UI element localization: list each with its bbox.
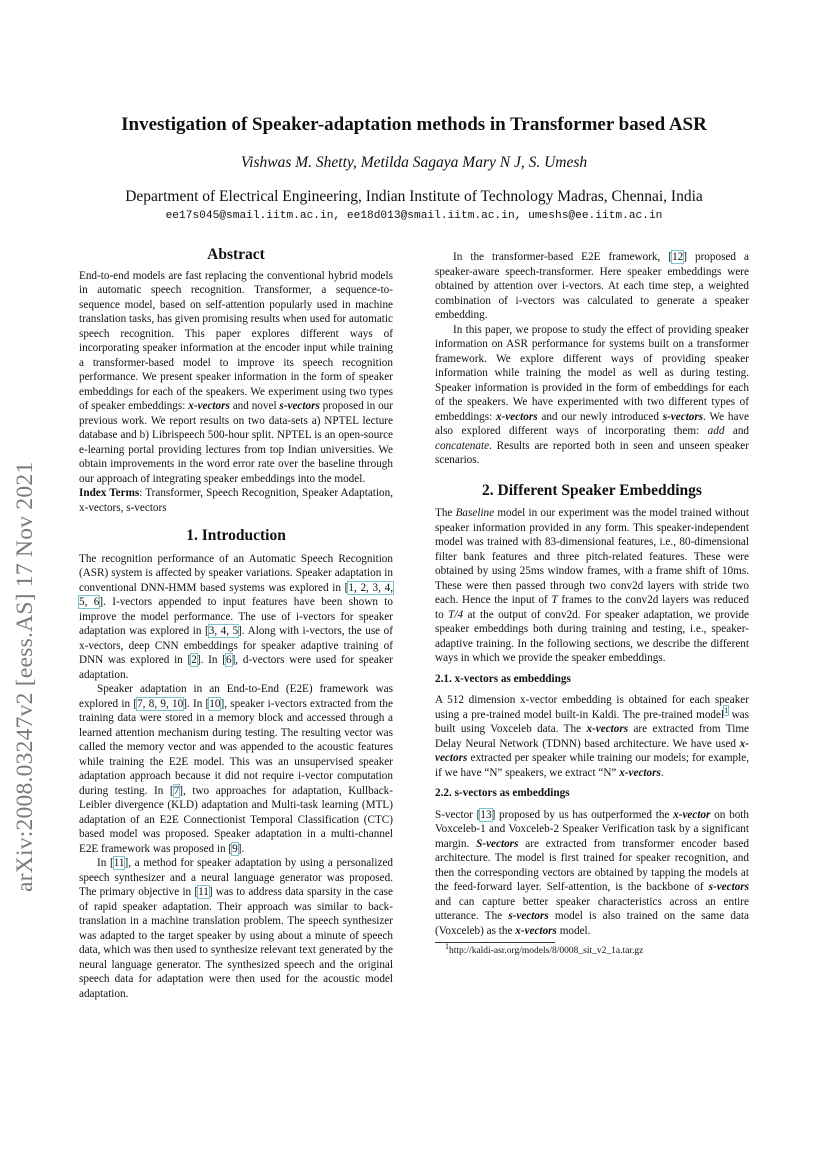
intro-paragraph-2: Speaker adaptation in an End-to-End (E2E) framework was explored in [7, 8, 9, 10]. In [10], speaker i-vectors extracted from the training data were stored in a memory block and accessed through a learned attention mechanism during testing. The resulting vector was called the memory vector and was appended to the acoustic features while training the E2E model. This was an unsupervised speaker adaptation approach because it did not require i-vector computation during testing. In [7], two approaches for adaptation, Kullback-Leibler divergence (KLD) adaptation and Multi-task learning (MTL) adaptation of an E2E Connectionist Temporal Classification (CTC) based model was proposed. Speaker adaptation in a multi-channel E2E framework was proposed in [9]. <box>79 683 393 855</box>
intro-heading: 1. Introduction <box>186 527 286 544</box>
paper-title: Investigation of Speaker-adaptation methods in Transformer based ASR <box>121 114 707 135</box>
subsection-2-1-heading: 2.1. x-vectors as embeddings <box>435 672 571 685</box>
citation-link[interactable]: 13 <box>480 808 492 821</box>
emails: ee17s045@smail.iitm.ac.in, ee18d013@smail.iitm.ac.in, umeshs@ee.iitm.ac.in <box>165 210 663 222</box>
citation-link[interactable]: 1, 2, 3, 4, 5, 6 <box>79 581 394 608</box>
section-2-heading: 2. Different Speaker Embeddings <box>482 481 702 499</box>
right-column <box>435 250 749 957</box>
abstract-heading: Abstract <box>207 246 265 263</box>
footnote-rule <box>435 942 555 943</box>
intro-paragraph-4: In the transformer-based E2E framework, [12] proposed a speaker-aware speech-transformer. Here speaker embeddings were obtained by attention over i-vectors. At each time step, a weighted combination of i-vectors was calculated to generate a speaker embedding. <box>435 251 749 321</box>
affiliation: Department of Electrical Engineering, Indian Institute of Technology Madras, Chennai, India <box>125 188 703 205</box>
citation-link[interactable]: 7, 8, 9, 10 <box>137 697 184 710</box>
footnote-link[interactable]: 1 <box>724 705 729 715</box>
section-2-paragraph: The Baseline model in our experiment was the model trained without speaker information provided in any form. This speaker-independent model was trained with 83-dimensional features, i.e., 80-dimensional filter bank features and three pitch-related features. These were obtained by using 25ms window frames, with a frame shift of 10ms. These were then passed through two conv2d layers with stride two each. Hence the input of T frames to the conv2d layers was reduced to T/4 at the output of conv2d. For speaker adaptation, we provide speaker embeddings both during training and testing, i.e., speaker-adaptive training. In the following sections, we describe the different ways in which we provide the speaker embeddings. <box>435 507 750 664</box>
abstract-text: End-to-end models are fast replacing the conventional hybrid models in automatic speech recognition. Transformer, a sequence-to-sequence model, based on self-attention popularly used in machine translation tasks, has given promising results when used for automatic speech recognition. This paper explores different ways of incorporating speaker information at the encoder input while training a transformer-based model to improve its speech recognition performance. We present speaker information in the form of speaker embeddings for each of the speakers. We experiment using two types of speaker embeddings: x-vectors and novel s-vectors proposed in our previous work. We report results on two data-sets a) NPTEL lecture database and b) Librispeech 500-hour split. NPTEL is an open-source e-learning portal providing lectures from top Indian universities. We obtain improvements in the word error rate over the baseline through our approach of integrating speaker embeddings into the model. <box>79 269 393 485</box>
authors: Vishwas M. Shetty, Metilda Sagaya Mary N J, S. Umesh <box>240 154 588 171</box>
intro-paragraph-5: In this paper, we propose to study the effect of providing speaker information on ASR performance for systems built on a transformer framework. We explore different ways of providing speaker information while training the model as well as during testing. Speaker information is provided in the form of embeddings for each of the speakers. We have experimented with two different types of embeddings: x-vectors and our newly introduced s-vectors. We have also explored different ways of incorporating them: add and concatenate. Results are reported both in seen and unseen speaker scenarios. <box>435 323 750 466</box>
citation-link[interactable]: 11 <box>113 857 125 869</box>
footnote: $^1$http://kaldi-asr.org/models/8/0008_sit_v2_1a.tar.gz <box>445 941 644 956</box>
intro-paragraph-3: In [11], a method for speaker adaptation by using a personalized speech synthesizer and a neural language generator was proposed. The primary objective in [11] was to address data sparsity in the case of rapid speaker adaptation. Their approach was similar to back-translation in a machine translation problem. The speech synthesizer was adapted to the target speaker by using about a minute of speech data, which was then used to synthesize relevant text generated by the neural language generator. The synthesized speech and the original speech data for adaptation were then used for the acoustic model adaptation. <box>79 857 393 1000</box>
citation-link[interactable]: 6 <box>225 654 232 666</box>
subsection-2-2-paragraph: S-vector [13] proposed by us has outperformed the x-vector on both Voxceleb-1 and Voxceleb-2 Speaker Verification task by a significant margin. S-vectors are extracted from transformer encoder based architecture. The model is first trained for speaker recognition, and then the corresponding vectors are obtained by tapping the models at the feed-forward layer. Self-attention, is the backbone of s-vectors and can capture better speaker characteristics across an entire utterance. The s-vectors model is also trained on the same data (Voxceleb) as the x-vectors model. <box>435 808 749 937</box>
citation-link[interactable]: 12 <box>672 251 684 263</box>
citation-link[interactable]: 7 <box>173 784 180 797</box>
citation-link[interactable]: 10 <box>209 697 221 710</box>
left-column <box>79 248 393 1001</box>
index-terms: Index Terms: Transformer, Speech Recognition, Speaker Adaptation, x-vectors, s-vectors <box>79 487 393 514</box>
subsection-2-1-paragraph: A 512 dimension x-vector embedding is obtained for each speaker using a pre-trained model built-in Kaldi. The pre-trained model$^1$ was built using Voxceleb data. The x-vectors are extracted from Time Delay Neural Network (TDNN) based architecture. We have used x-vectors extracted per speaker while training our models; for example, if we have “N” speakers, we extract “N” x-vectors. <box>435 694 749 779</box>
citation-link[interactable]: 2 <box>191 654 197 666</box>
intro-paragraph-1: The recognition performance of an Automatic Speech Recognition (ASR) system is affected by speaker variations. Speaker adaptation in conventional DNN-HMM based systems was explored in [1, 2, 3, 4, 5, 6]. I-vectors appended to input features have been shown to improve the model performance. The use of i-vectors for speaker adaptation was explored in [3, 4, 5]. Along with i-vectors, the use of x-vectors, deep CNN embeddings for speaker adaptive training of DNN was explored in [2]. In [6], d-vectors were used for speaker adaptation. <box>79 552 394 681</box>
footnote-url[interactable]: http://kaldi-asr.org/models/8/0008_sit_v2_1a.tar.gz <box>449 946 644 956</box>
arxiv-stamp: arXiv:2008.03247v2 [eess.AS] 17 Nov 2021 <box>12 461 38 892</box>
citation-link[interactable]: 3, 4, 5 <box>208 625 239 637</box>
citation-link[interactable]: 11 <box>198 886 209 898</box>
subsection-2-2-heading: 2.2. s-vectors as embeddings <box>435 787 570 799</box>
citation-link[interactable]: 9 <box>232 842 238 855</box>
